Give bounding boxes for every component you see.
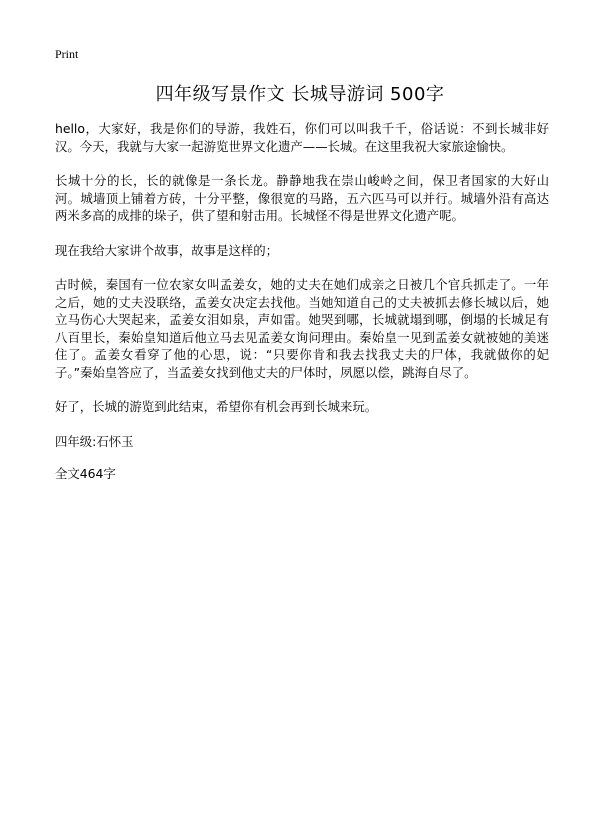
word-count: 全文464字 — [55, 466, 116, 481]
paragraph-story: 古时候，秦国有一位农家女叫孟姜女，她的丈夫在她们成亲之日被几个官兵抓走了。一年之后，她的丈夫没联络，孟姜女决定去找他。当她知道自己的丈夫被抓去修长城以后，她立马伤心大哭起来，孟姜女泪如泉，声如雷。她哭到哪，长城就塌到哪，倒塌的长城足有八百里长，秦始皇知道后他立马去见孟姜女询问理由。秦始皇一见到孟姜女就被她的美迷住了。孟姜女看穿了他的心思，说：“只要你肯和我去找我丈夫的尸体，我就做你的妃子。”秦始皇答应了，当孟姜女找到他丈夫的尸体时，夙愿以偿，跳海自尽了。 — [55, 277, 549, 380]
print-link[interactable]: Print — [55, 47, 79, 61]
paragraph-closing: 好了，长城的游览到此结束，希望你有机会再到长城来玩。 — [55, 399, 378, 414]
paragraph-intro: hello，大家好，我是你们的导游，我姓石，你们可以叫我千千，俗话说：不到长城非好汉。今天，我就与大家一起游览世界文化遗产——长城。在这里我祝大家旅途愉快。 — [55, 121, 549, 154]
article-title: 四年级写景作文 长城导游词 500字 — [155, 84, 445, 105]
paragraph-story-intro: 现在我给大家讲个故事，故事是这样的； — [55, 242, 279, 258]
article-body — [55, 120, 549, 500]
author-signature: 四年级:石怀玉 — [55, 433, 134, 449]
paragraph-great-wall: 长城十分的长，长的就像是一条长龙。静静地我在崇山峻岭之间，保卫者国家的大好山河。城墙顶上铺着方砖，十分平整，像很宽的马路，五六匹马可以并行。城墙外沿有高达两米多高的成排的垛子，供了望和射击用。长城怪不得是世界文化遗产呢。 — [55, 173, 549, 223]
